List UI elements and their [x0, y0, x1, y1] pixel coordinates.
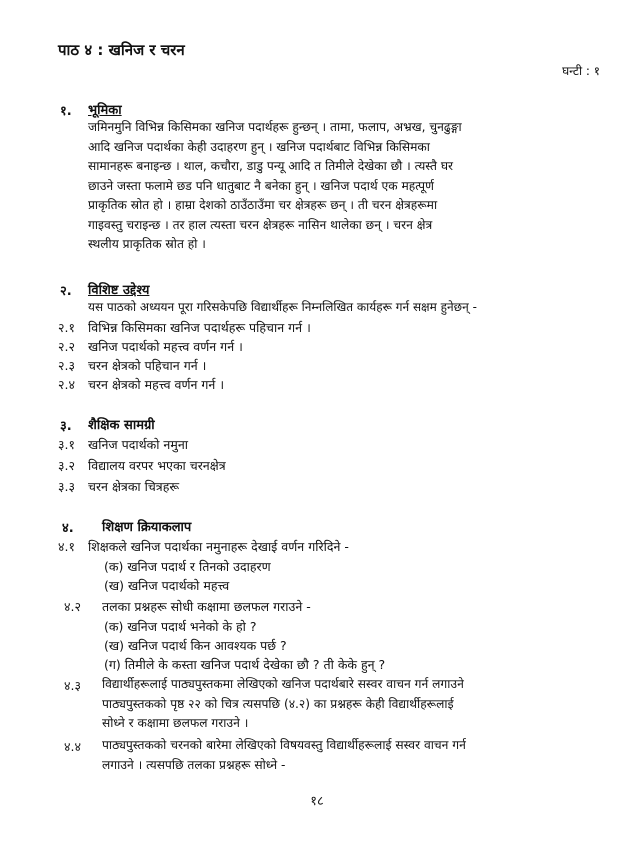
section-objectives-number: २.	[60, 284, 72, 299]
section-activities-number: ४.	[62, 521, 74, 536]
activity-subitem: (क) खनिज पदार्थ र तिनको उदाहरण	[104, 559, 271, 574]
activity-line: सोध्ने र कक्षामा छलफल गराउने ।	[102, 716, 249, 730]
objective-number: २.१	[58, 320, 75, 335]
objective-text: खनिज पदार्थको महत्त्व वर्णन गर्न ।	[88, 339, 243, 354]
section-materials-number: ३.	[60, 419, 72, 434]
objective-text: चरन क्षेत्रको पहिचान गर्न ।	[88, 358, 207, 373]
activity-line: पाठ्यपुस्तकको चरनको बारेमा लेखिएको विषयवस्तु विद्यार्थीहरूलाई सस्वर वाचन गर्न	[102, 738, 466, 752]
section-intro-number: १.	[60, 104, 72, 119]
material-number: ३.३	[58, 479, 75, 494]
intro-paragraph	[88, 118, 602, 255]
lesson-title: पाठ ४ : खनिज र चरन	[58, 41, 185, 59]
intro-line: जमिनमुनि विभिन्न किसिमका खनिज पदार्थहरू हुन्छन् । तामा, फलाप, अभ्रख, चुनढुङ्गा	[88, 120, 462, 134]
intro-line: स्थलीय प्राकृतिक स्रोत हो ।	[88, 237, 206, 251]
material-number: ३.२	[58, 458, 75, 473]
material-number: ३.१	[58, 437, 75, 452]
activity-number: ४.३	[64, 678, 81, 693]
activity-subitem: (क) खनिज पदार्थ भनेको के हो ?	[104, 619, 257, 634]
activity-number: ४.१	[58, 539, 75, 554]
objective-number: २.३	[58, 358, 75, 373]
objective-text: विभिन्न किसिमका खनिज पदार्थहरू पहिचान गर्न ।	[88, 320, 311, 335]
intro-line: गाइवस्तु चराइन्छ । तर हाल त्यस्ता चरन क्षेत्रहरू नासिन थालेका छन् । चरन क्षेत्र	[88, 217, 433, 232]
activity-text: शिक्षकले खनिज पदार्थका नमुनाहरू देखाई वर्णन गरिदिने -	[88, 539, 349, 554]
period-count: घन्टी : १	[562, 64, 600, 78]
objectives-lead: यस पाठको अध्ययन पूरा गरिसकेपछि विद्यार्थीहरू निम्नलिखित कार्यहरू गर्न सक्षम हुनेछन् -	[88, 300, 477, 314]
objective-text: चरन क्षेत्रको महत्त्व वर्णन गर्न ।	[88, 377, 225, 392]
objective-number: २.४	[58, 377, 75, 392]
activity-paragraph	[102, 736, 602, 775]
material-text: चरन क्षेत्रका चित्रहरू	[88, 479, 180, 494]
activity-subitem: (ख) खनिज पदार्थ किन आवश्यक पर्छ ?	[104, 638, 287, 653]
activity-number: ४.२	[64, 599, 81, 614]
material-text: खनिज पदार्थको नमुना	[88, 437, 189, 452]
section-intro-heading: भूमिका	[88, 103, 122, 118]
activity-text: तलका प्रश्नहरू सोधी कक्षामा छलफल गराउने -	[102, 599, 311, 614]
intro-line: प्राकृतिक स्रोत हो । हाम्रा देशको ठाउँठाउँमा चर क्षेत्रहरू छन् । ती चरन क्षेत्रहरूमा	[88, 198, 438, 212]
activity-number: ४.४	[64, 739, 81, 754]
intro-line: छाउने जस्ता फलामे छड पनि धातुबाट नै बनेका हुन् । खनिज पदार्थ एक महत्पूर्ण	[88, 178, 434, 193]
activity-line: लगाउने । त्यसपछि तलका प्रश्नहरू सोध्ने -	[102, 757, 286, 772]
material-text: विद्यालय वरपर भएका चरनक्षेत्र	[88, 458, 226, 473]
intro-line: सामानहरू बनाइन्छ । थाल, कचौरा, डाडु पन्यू आदि त तिमीले देखेका छौ । त्यस्तै घर	[88, 159, 454, 173]
objective-number: २.२	[58, 339, 75, 354]
activity-paragraph	[102, 675, 602, 734]
section-activities-heading: शिक्षण क्रियाकलाप	[102, 520, 192, 535]
section-materials-heading: शैक्षिक सामग्री	[88, 418, 155, 433]
intro-line: आदि खनिज पदार्थका केही उदाहरण हुन् । खनिज पदार्थबाट विभिन्न किसिमका	[88, 139, 430, 154]
activity-subitem: (ख) खनिज पदार्थको महत्त्व	[104, 578, 230, 593]
activity-line: पाठ्यपुस्तकको पृष्ठ २२ को चित्र त्यसपछि (४.२) का प्रश्नहरू केही विद्यार्थीहरूलाई	[102, 696, 454, 711]
activity-subitem: (ग) तिमीले के कस्ता खनिज पदार्थ देखेका छौ ? ती केके हुन् ?	[104, 657, 386, 672]
page-number: १८	[310, 794, 324, 809]
section-objectives-heading: विशिष्ट उद्देश्य	[88, 283, 150, 298]
activity-line: विद्यार्थीहरूलाई पाठ्यपुस्तकमा लेखिएको खनिज पदार्थबारे सस्वर वाचन गर्न लगाउने	[102, 677, 464, 691]
